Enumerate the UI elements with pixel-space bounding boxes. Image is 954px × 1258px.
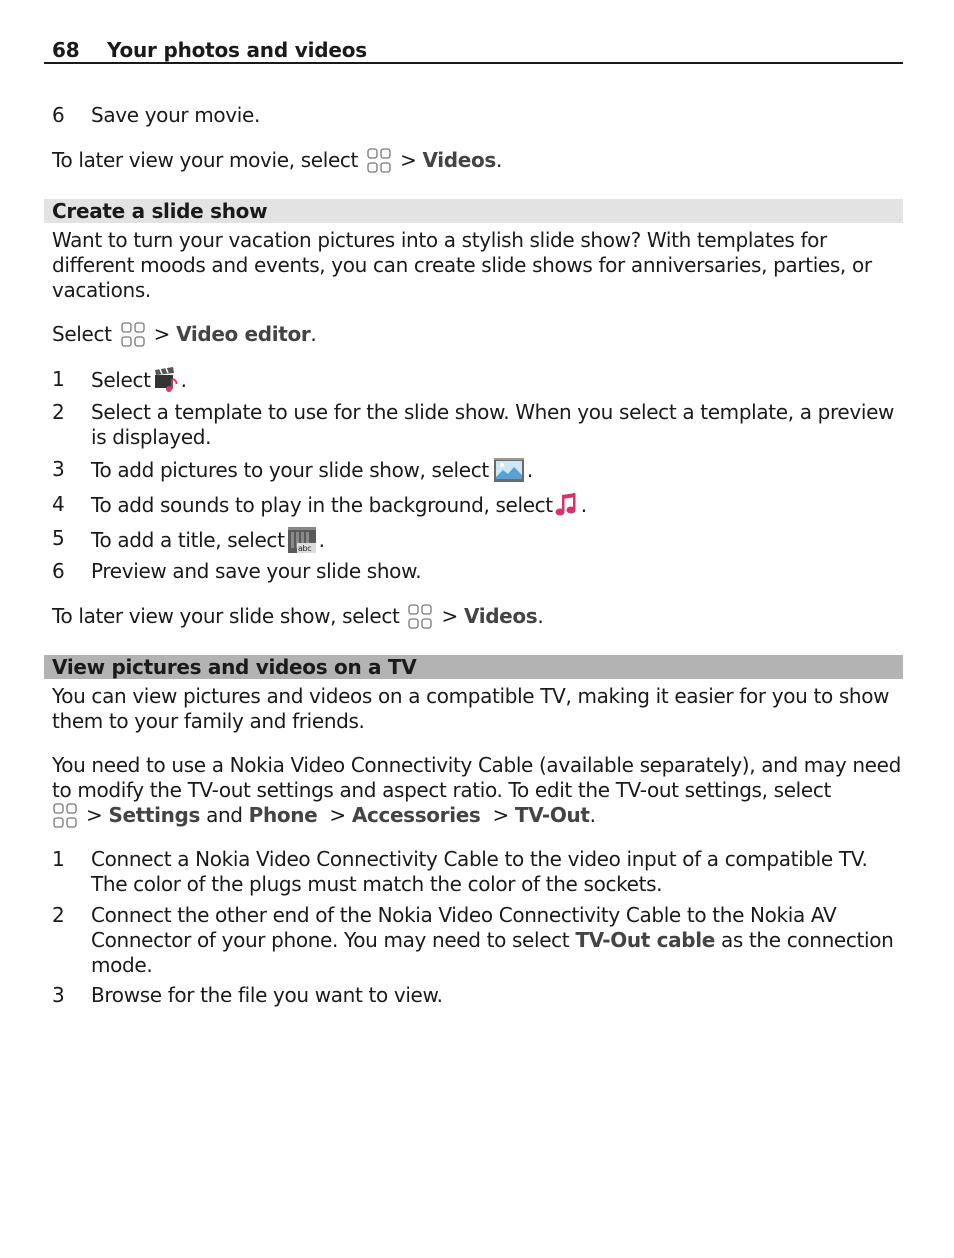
settings-label: Settings xyxy=(108,803,201,827)
add-pictures-icon xyxy=(493,457,525,489)
section-heading-slide-show: Create a slide show xyxy=(44,199,903,223)
tv-intro: You can view pictures and videos on a compatible TV, making it easier for you to show them to your family and friends. xyxy=(52,684,890,733)
menu-grid-icon xyxy=(52,803,78,835)
later-view-slide-show: To later view your slide show, select > Videos. xyxy=(52,604,902,636)
tv-out-label: TV-Out xyxy=(514,803,590,827)
phone-label: Phone xyxy=(248,803,318,827)
later-view-movie: To later view your movie, select > Videos. xyxy=(52,148,902,180)
slide-show-intro: Want to turn your vacation pictures into a stylish slide show? With templates for different moods and events, you can create slide shows for anniversaries, parties, or vacations. xyxy=(52,228,872,302)
select-video-editor: Select > Video editor. xyxy=(52,322,902,354)
tv-out-cable-label: TV-Out cable xyxy=(575,928,715,952)
tv-cable-info: You need to use a Nokia Video Connectivity Cable (available separately), and may need to modify the TV-out settings and aspect ratio. To edit the TV-out settings, select > Settings and Phone > Accessories > TV-Out. xyxy=(52,753,902,835)
page-header xyxy=(44,36,903,64)
step-text: Save your movie. xyxy=(91,103,260,127)
menu-grid-icon xyxy=(120,322,146,354)
accessories-label: Accessories xyxy=(351,803,481,827)
section-heading-tv: View pictures and videos on a TV xyxy=(44,655,903,679)
video-editor-label: Video editor xyxy=(176,322,311,346)
menu-grid-icon xyxy=(407,604,433,636)
menu-grid-icon xyxy=(366,148,392,180)
svg-text:abc: abc xyxy=(297,544,311,553)
add-title-icon xyxy=(287,526,317,560)
page-number: 68 xyxy=(52,38,80,62)
step-number: 6 xyxy=(52,103,65,127)
music-note-icon xyxy=(555,492,579,524)
clapper-music-icon xyxy=(153,367,179,399)
videos-label: Videos xyxy=(463,604,538,628)
chapter-title: Your photos and videos xyxy=(107,38,367,62)
videos-label: Videos xyxy=(422,148,496,172)
